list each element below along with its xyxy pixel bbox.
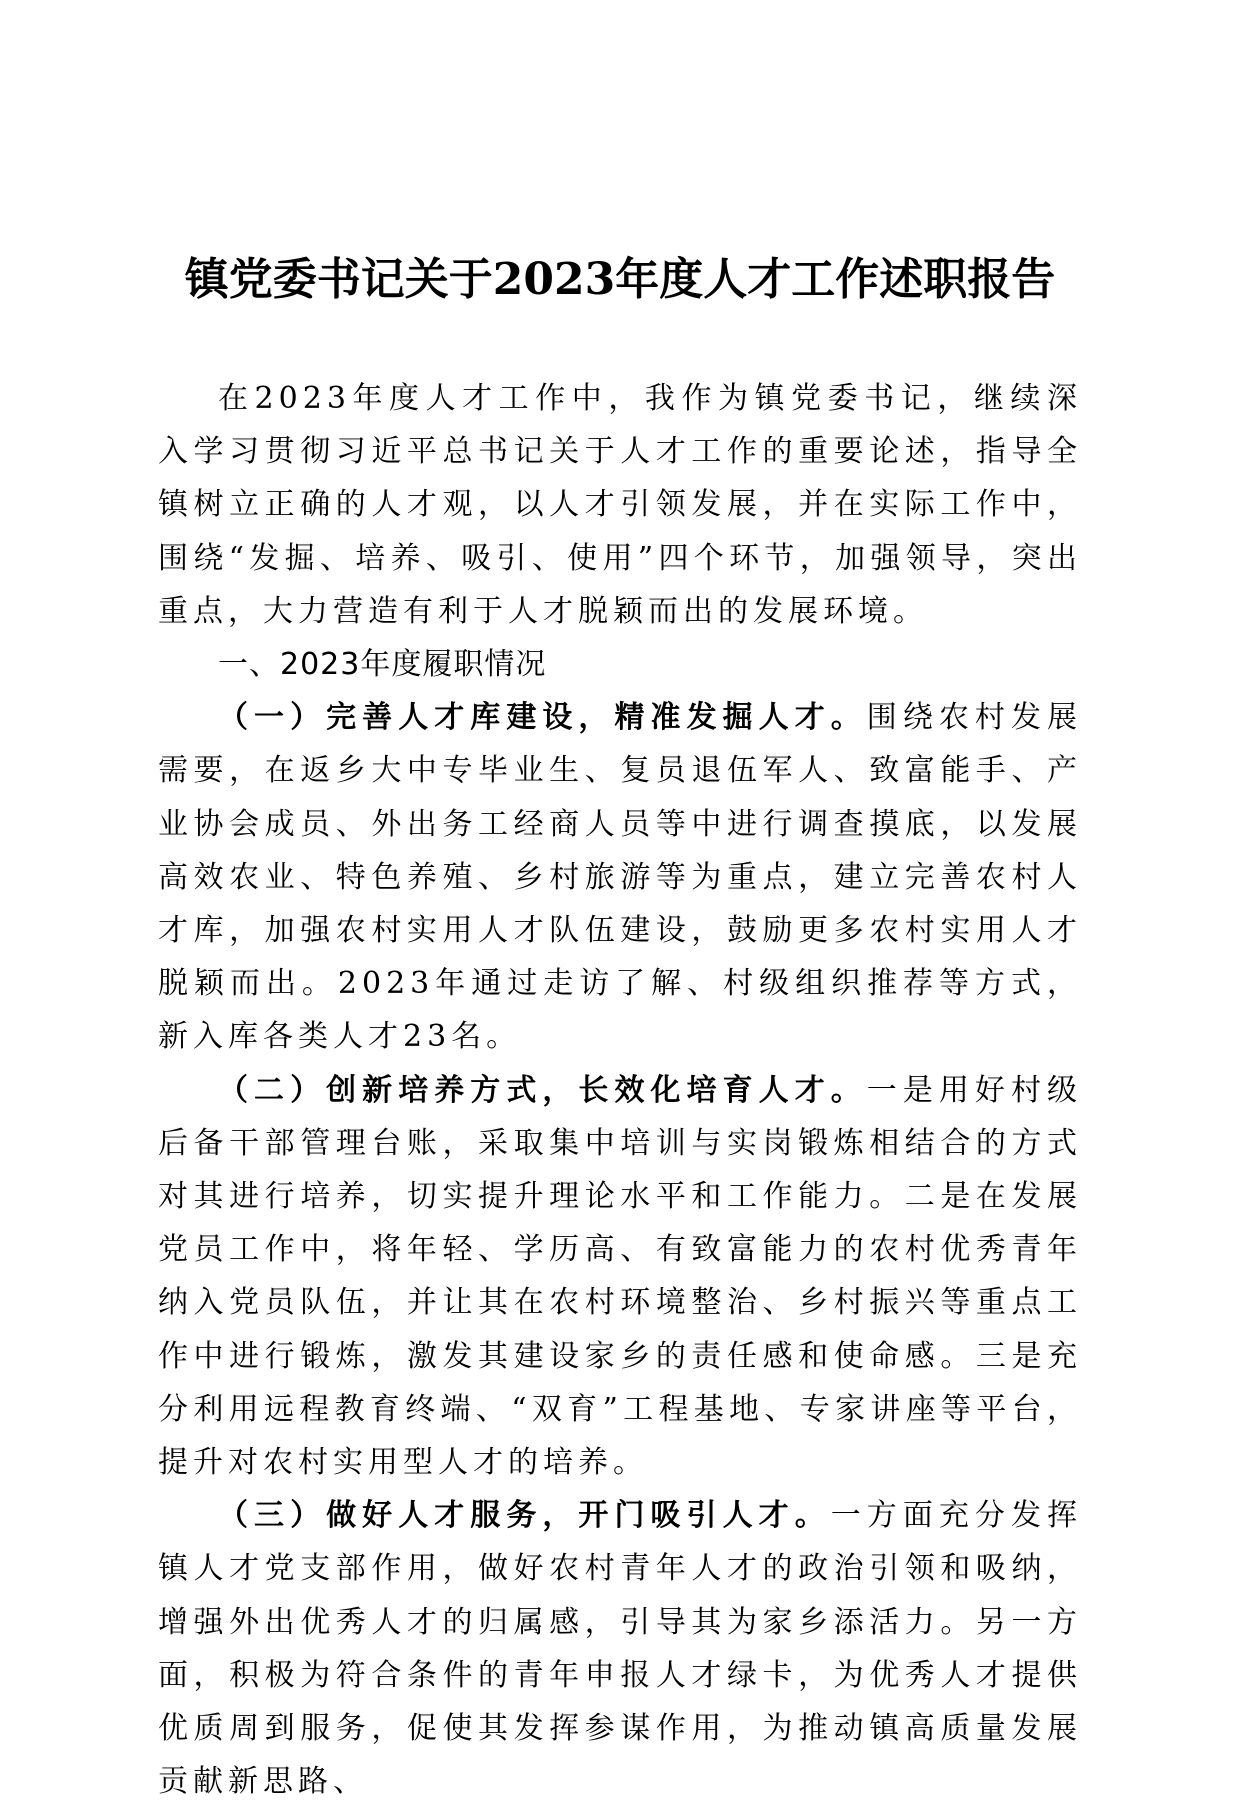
document-body <box>158 372 1082 1808</box>
item-heading-talent-pool: （一）完善人才库建设，精准发掘人才。 <box>218 700 867 736</box>
item-text-service: 一方面充分发挥镇人才党支部作用，做好农村青年人才的政治引领和吸纳，增强外出优秀人才的归属感，引导其为家乡添活力。另一方面，积极为符合条件的青年申报人才绿卡，为优秀人才提供优质周到服务，促使其发挥参谋作用，为推动镇高质量发展贡献新思路、 <box>158 1498 1083 1800</box>
item-text-training: 一是用好村级后备干部管理台账，采取集中培训与实岗锻炼相结合的方式对其进行培养，切实提升理论水平和工作能力。二是在发展党员工作中，将年轻、学历高、有致富能力的农村优秀青年纳入党员队伍，并让其在农村环境整治、乡村振兴等重点工作中进行锻炼，激发其建设家乡的责任感和使命感。三是充分利用远程教育终端、“双育”工程基地、专家讲座等平台，提升对农村实用型人才的培养。 <box>158 1072 1083 1481</box>
item-text-talent-pool: 围绕农村发展需要，在返乡大中专毕业生、复员退伍军人、致富能手、产业协会成员、外出务工经商人员等中进行调查摸底，以发展高效农业、特色养殖、乡村旅游等为重点，建立完善农村人才库，加强农村实用人才队伍建设，鼓励更多农村实用人才脱颖而出。2023年通过走访了解、村级组织推荐等方式，新入库各类人才23名。 <box>158 700 1083 1055</box>
item-heading-training: （二）创新培养方式，长效化培育人才。 <box>218 1072 867 1108</box>
item-paragraph-service <box>158 1489 1082 1808</box>
item-heading-service: （三）做好人才服务，开门吸引人才。 <box>218 1498 831 1534</box>
item-paragraph-talent-pool <box>158 691 1082 1063</box>
section-heading-performance: 一、2023年度履职情况 <box>218 647 547 683</box>
document-title: 镇党委书记关于2023年度人才工作述职报告 <box>184 254 1056 305</box>
intro-paragraph: 在2023年度人才工作中，我作为镇党委书记，继续深入学习贯彻习近平总书记关于人才工作的重要论述，指导全镇树立正确的人才观，以人才引领发展，并在实际工作中，围绕“发掘、培养、吸引、使用”四个环节，加强领导，突出重点，大力营造有利于人才脱颖而出的发展环境。 <box>158 381 1082 629</box>
item-paragraph-training <box>158 1064 1082 1490</box>
